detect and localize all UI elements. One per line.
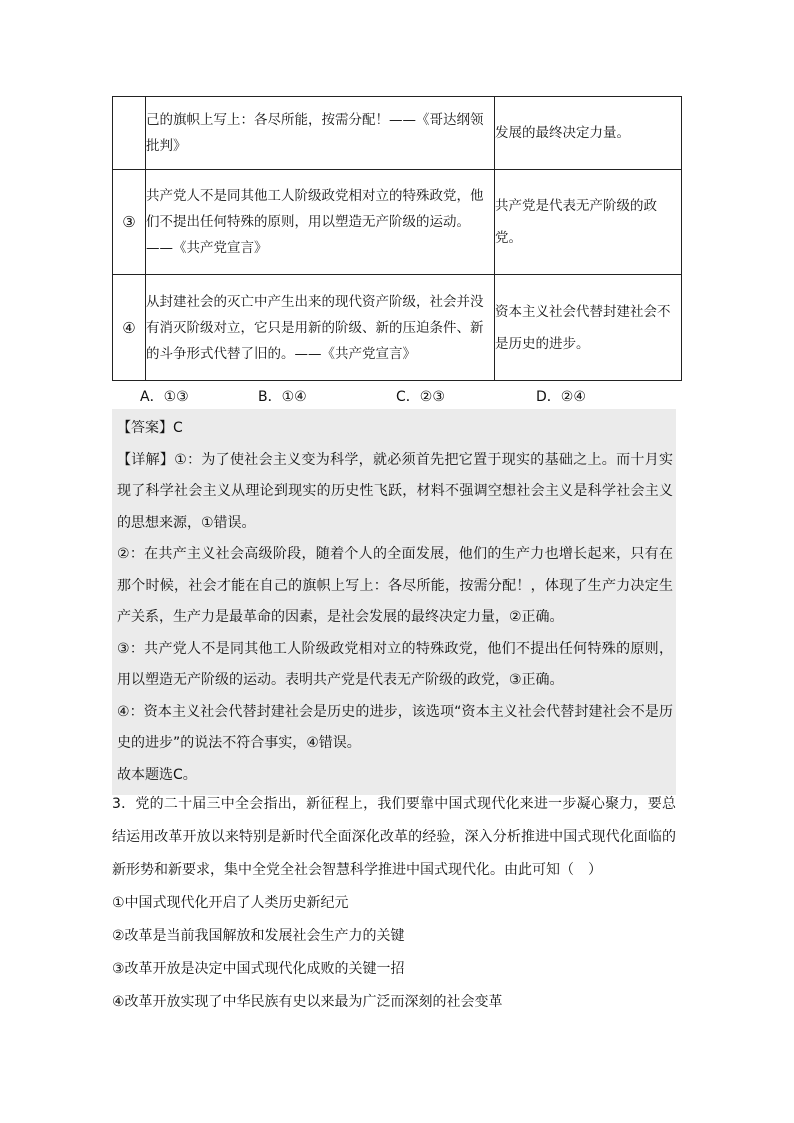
question-3 <box>112 788 676 1019</box>
quote-cell: 从封建社会的灭亡中产生出来的现代资产阶级，社会并没有消灭阶级对立，它只是用新的阶级、新的压迫条件、新的斗争形式代替了旧的。——《共产党宣言》 <box>146 275 495 381</box>
detail-2: ②：在共产主义社会高级阶段，随着个人的全面发展，他们的生产力也增长起来，只有在那个时候，社会才能在自己的旗帜上写上：各尽所能，按需分配！，体现了生产力决定生产关系，生产力是最革命的因素，是社会发展的最终决定力量，②正确。 <box>117 546 673 625</box>
judgement-cell: 发展的最终决定力量。 <box>495 97 682 170</box>
comparison-table <box>112 96 682 381</box>
table-row <box>113 97 682 170</box>
question-item: ③改革开放是决定中国式现代化成败的关键一招 <box>112 961 405 977</box>
detail-3: ③：共产党人不是同其他工人阶级政党相对立的特殊政党，他们不提出任何特殊的原则，用以塑造无产阶级的运动。表明共产党是代表无产阶级的政党，③正确。 <box>117 640 673 688</box>
question-item: ①中国式现代化开启了人类历史新纪元 <box>112 895 349 911</box>
detail-1: 【详解】①：为了使社会主义变为科学，就必须首先把它置于现实的基础之上。而十月实现了科学社会主义从理论到现实的历史性飞跃，材料不强调空想社会主义是科学社会主义的思想来源，①错误。 <box>117 451 674 531</box>
answer-line: 【答案】C <box>117 420 183 436</box>
quote-cell: 己的旗帜上写上：各尽所能，按需分配！——《哥达纲领批判》 <box>146 97 495 170</box>
option-d: D．②④ <box>536 389 586 405</box>
option-b: B．①④ <box>258 389 307 405</box>
table-row <box>113 170 682 275</box>
row-number: ④ <box>113 275 146 381</box>
option-a: A．①③ <box>140 389 189 405</box>
conclusion: 故本题选C。 <box>117 766 197 783</box>
option-c: C．②③ <box>396 389 445 405</box>
question-item: ②改革是当前我国解放和发展社会生产力的关键 <box>112 928 405 944</box>
row-number <box>113 97 146 170</box>
question-item: ④改革开放实现了中华民族有史以来最为广泛而深刻的社会变革 <box>112 994 503 1010</box>
detail-label: 【详解】 <box>117 451 175 468</box>
answer-options <box>0 384 794 406</box>
question-stem: 3．党的二十届三中全会指出，新征程上，我们要靠中国式现代化来进一步凝心聚力，要总结运用改革开放以来特别是新时代全面深化改革的经验，深入分析推进中国式现代化面临的新形势和新要求，集中全党全社会智慧科学推进中国式现代化。由此可知（ ） <box>112 796 676 878</box>
quote-cell: 共产党人不是同其他工人阶级政党相对立的特殊政党，他们不提出任何特殊的原则，用以塑造无产阶级的运动。——《共产党宣言》 <box>146 170 495 275</box>
answer-explanation <box>112 409 676 795</box>
row-number: ③ <box>113 170 146 275</box>
judgement-cell: 资本主义社会代替封建社会不是历史的进步。 <box>495 275 682 381</box>
detail-4: ④：资本主义社会代替封建社会是历史的进步，该选项“资本主义社会代替封建社会不是历史的进步”的说法不符合事实，④错误。 <box>117 703 673 751</box>
table-row <box>113 275 682 381</box>
judgement-cell: 共产党是代表无产阶级的政党。 <box>495 170 682 275</box>
